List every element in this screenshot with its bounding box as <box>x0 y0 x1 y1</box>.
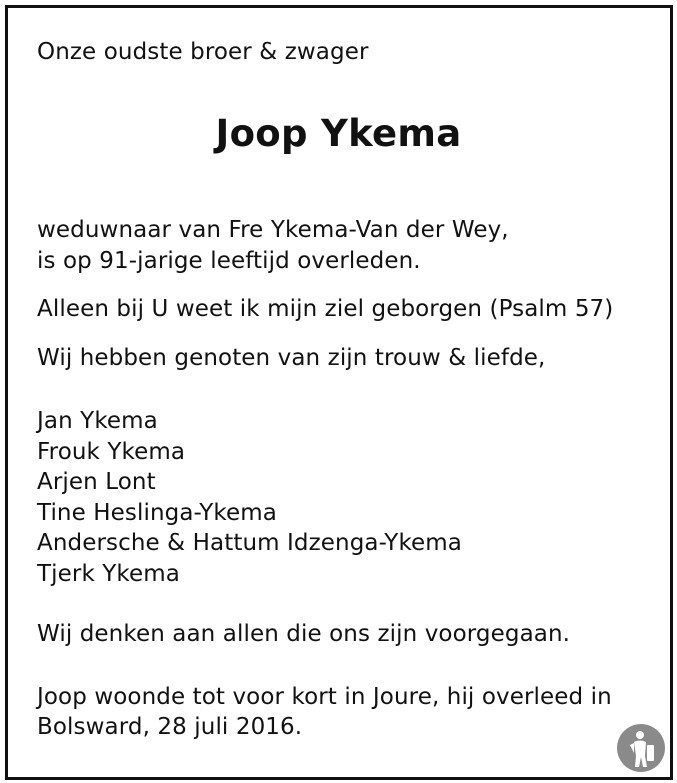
family-member: Arjen Lont <box>37 469 156 495</box>
memorial-figure-icon <box>616 723 666 773</box>
notice-intro: Onze oudste broer & zwager <box>37 39 369 65</box>
bible-verse: Alleen bij U weet ik mijn ziel geborgen (Psalm 57) <box>37 296 614 322</box>
family-member: Andersche & Hattum Idzenga-Ykema <box>37 530 462 556</box>
family-member: Tjerk Ykema <box>37 561 180 587</box>
family-member: Frouk Ykema <box>37 439 186 465</box>
closing-line: Joop woonde tot voor kort in Joure, hij overleed in <box>37 684 612 710</box>
family-member: Jan Ykema <box>37 408 158 434</box>
widower-line: weduwnaar van Fre Ykema-Van der Wey, <box>37 217 509 243</box>
family-member: Tine Heslinga-Ykema <box>37 500 277 526</box>
age-line: is op 91-jarige leeftijd overleden. <box>37 248 421 274</box>
gratitude-line: Wij hebben genoten van zijn trouw & liefde, <box>37 345 546 371</box>
deceased-name: Joop Ykema <box>215 112 462 155</box>
closing-line: Bolsward, 28 juli 2016. <box>37 714 303 740</box>
remembrance-line: Wij denken aan allen die ons zijn voorgegaan. <box>37 621 571 647</box>
